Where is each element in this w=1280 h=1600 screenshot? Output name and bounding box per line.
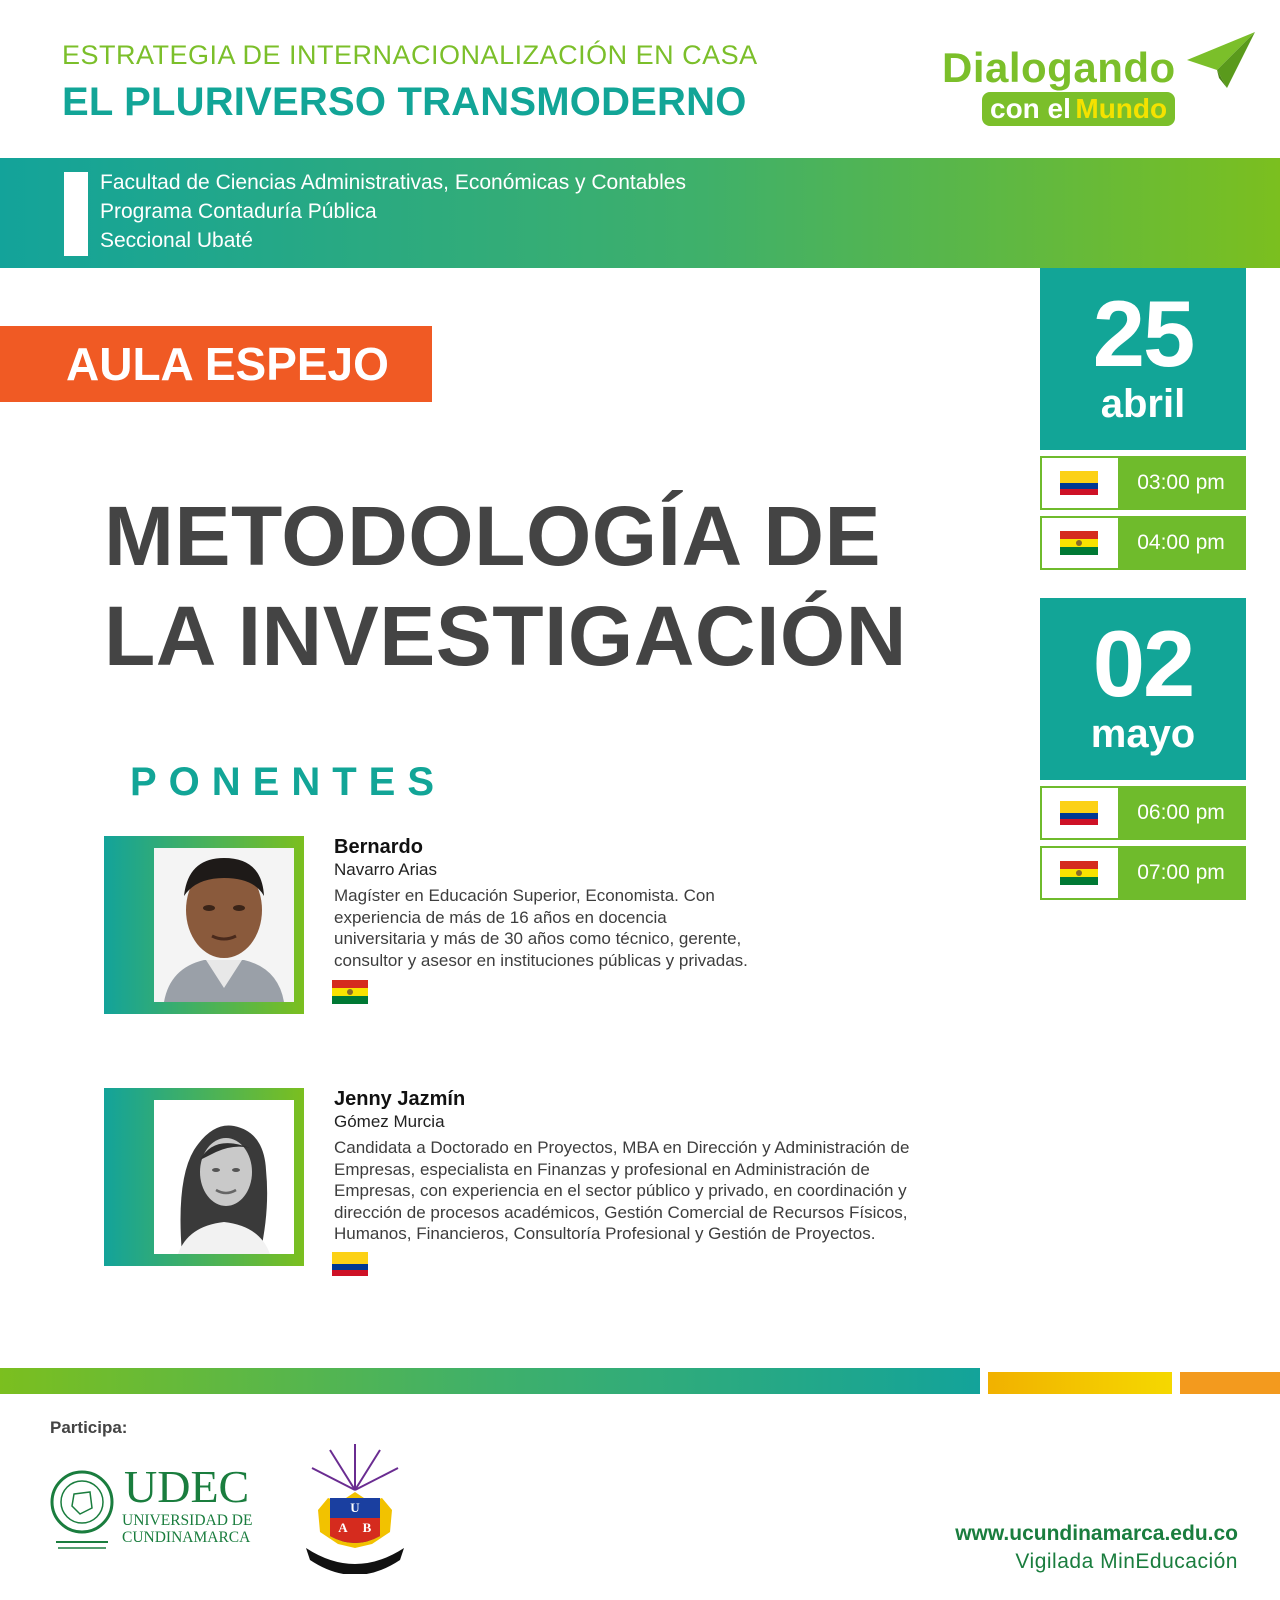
speaker-photo (154, 848, 294, 1002)
event-title-line-1: METODOLOGÍA DE (104, 489, 882, 583)
faculty-info (100, 168, 686, 255)
date-block (1040, 268, 1246, 450)
bolivia-flag-icon (1060, 531, 1098, 555)
event-title-line-2: LA INVESTIGACIÓN (104, 589, 907, 683)
ponentes-heading: PONENTES (130, 760, 447, 804)
bolivia-flag-icon (332, 980, 368, 1004)
date-month: abril (1100, 382, 1186, 426)
uab-logo-icon (300, 1440, 410, 1574)
footer-stripe-yellow (988, 1372, 1172, 1394)
time-row (1040, 516, 1246, 570)
date-day: 25 (1092, 281, 1194, 386)
colombia-flag-icon (1060, 471, 1098, 495)
colombia-flag-icon (332, 1252, 368, 1276)
date-month: mayo (1090, 712, 1196, 756)
dialogando-logo (942, 30, 1262, 130)
logo-pill (982, 92, 1175, 126)
header-subtitle: ESTRATEGIA DE INTERNACIONALIZACIÓN EN CASA (62, 40, 758, 70)
faculty-name: Facultad de Ciencias Administrativas, Económicas y Contables (100, 171, 686, 194)
footer-stripe-green (0, 1368, 980, 1394)
date-day: 02 (1092, 611, 1194, 716)
speaker-bio: Candidata a Doctorado en Proyectos, MBA en Dirección y Administración de Empresas, especialista en Finanzas y profesional en Administración de Empresas, con experiencia en el sector público y privado, en coordinación y dirección de procesos académicos, Gestión Comercial de Recursos Físicos, Humanos, Financieros, Consultoría Profesional y Gestión de Proyectos. (334, 1138, 910, 1243)
speaker-photo-frame (104, 836, 304, 1014)
time-row (1040, 846, 1246, 900)
udec-name (122, 1512, 252, 1546)
event-title (104, 486, 907, 686)
udec-name-line-1: UNIVERSIDAD DE (122, 1512, 253, 1529)
speaker-name: Jenny Jazmín (334, 1088, 466, 1110)
participa-label: Participa: (50, 1418, 128, 1437)
speaker-photo (154, 1100, 294, 1254)
udec-name-line-2: CUNDINAMARCA (122, 1529, 251, 1546)
date-block (1040, 598, 1246, 780)
speaker-surname: Gómez Murcia (334, 1112, 445, 1131)
speaker-photo-frame (104, 1088, 304, 1266)
uab-letter: U (350, 1500, 360, 1515)
header-title: EL PLURIVERSO TRANSMODERNO (62, 80, 747, 124)
udec-wordmark: UDEC (124, 1461, 250, 1512)
logo-word-dialogando: Dialogando (942, 44, 1176, 91)
website-link[interactable]: www.ucundinamarca.edu.co (955, 1522, 1238, 1545)
uab-letter: B (362, 1520, 372, 1535)
branch-name: Seccional Ubaté (100, 229, 253, 252)
logo-word-con-el: con el (990, 93, 1071, 124)
time-row (1040, 456, 1246, 510)
faculty-banner-bar (64, 172, 88, 256)
time-value: 06:00 pm (1118, 788, 1244, 838)
uab-letter: A (338, 1520, 348, 1535)
time-value: 07:00 pm (1118, 848, 1244, 898)
speaker-portrait-icon (154, 1100, 294, 1254)
logo-word-mundo: Mundo (1075, 93, 1168, 124)
program-name: Programa Contaduría Pública (100, 200, 377, 223)
bolivia-flag-icon (1060, 861, 1098, 885)
speaker-bio: Magíster en Educación Superior, Economista. Con experiencia de más de 16 años en docencia universitaria y más de 30 años como técnico, gerente, consultor y asesor en instituciones públicas y privadas. (334, 886, 748, 970)
vigilada-label: Vigilada MinEducación (1015, 1550, 1238, 1573)
footer-stripe-orange (1180, 1372, 1280, 1394)
speaker-name: Bernardo (334, 836, 423, 858)
aula-espejo-label: AULA ESPEJO (66, 338, 389, 390)
paper-plane-icon (1187, 30, 1257, 90)
time-value: 04:00 pm (1118, 518, 1244, 568)
time-row (1040, 786, 1246, 840)
udec-seal-icon (50, 1458, 114, 1558)
speaker-surname: Navarro Arias (334, 860, 437, 879)
colombia-flag-icon (1060, 801, 1098, 825)
time-value: 03:00 pm (1118, 458, 1244, 508)
speaker-portrait-icon (154, 848, 294, 1002)
